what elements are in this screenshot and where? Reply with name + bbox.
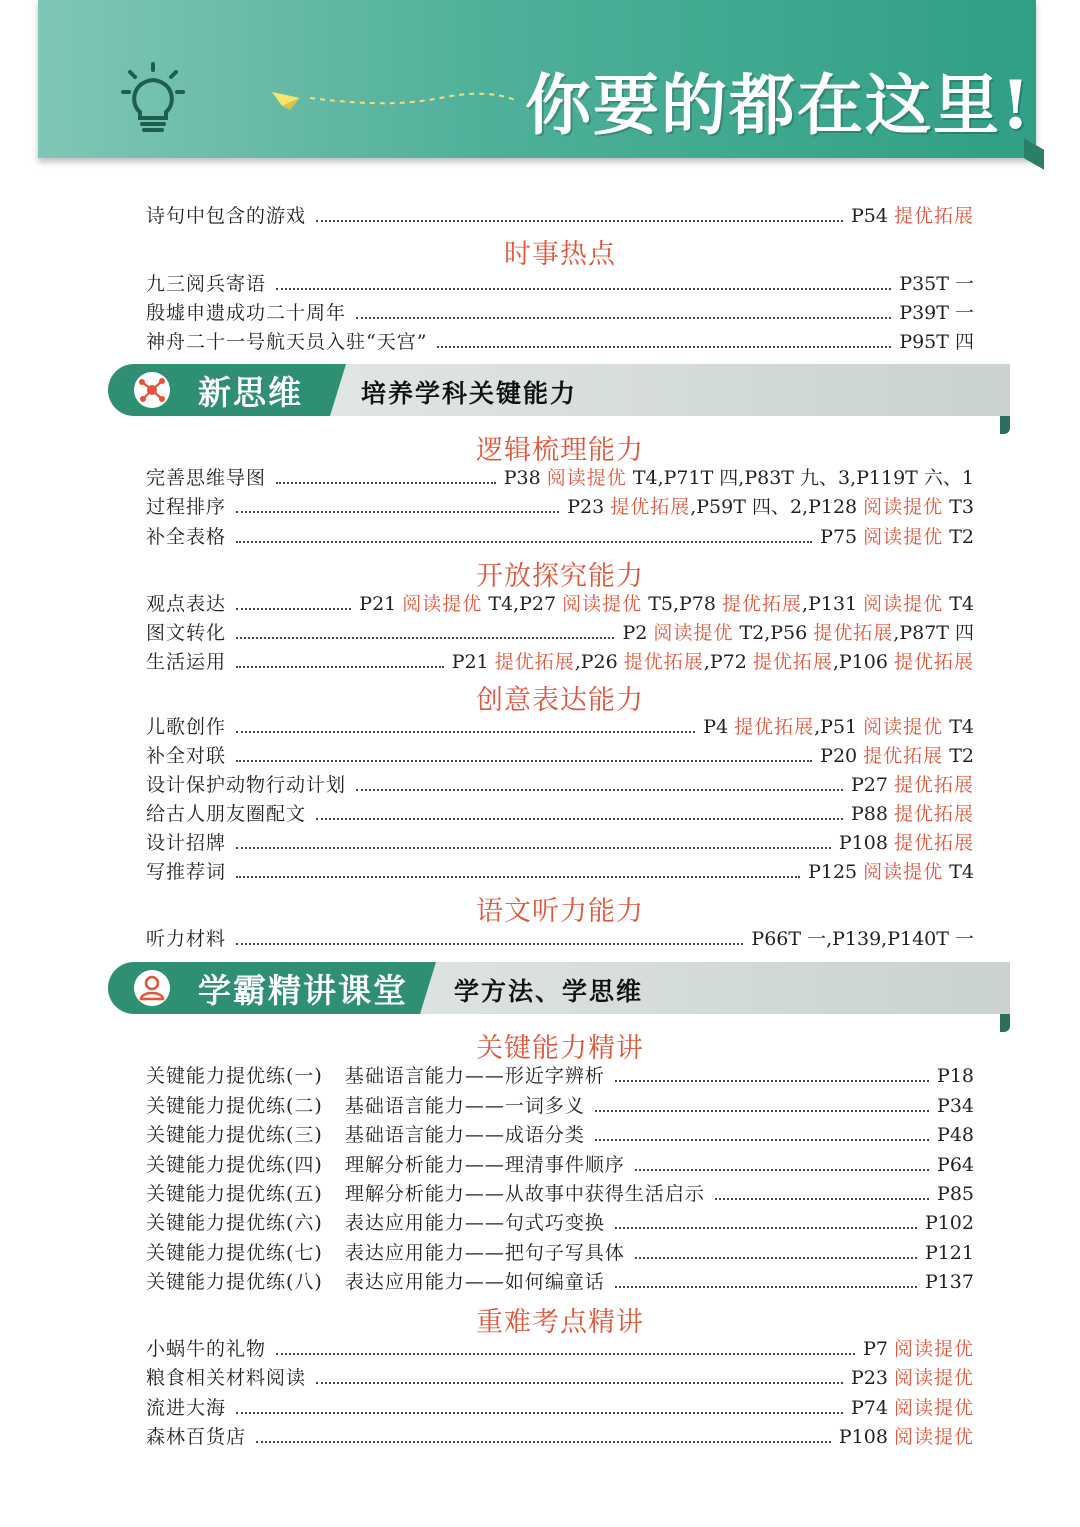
list-item [146,493,974,521]
item-ref: P121 [924,1242,974,1264]
item-ref: P66T 一,P139,P140T 一 [751,928,974,950]
list-item [146,590,974,618]
section-bar [108,364,1010,416]
section-heading: 创意表达能力 [476,685,644,716]
item-ref: P23 阅读提优 [850,1367,974,1389]
item-label: 关键能力提优练(四) [146,1154,323,1176]
leader-dots [276,481,496,484]
leader-dots [236,607,351,610]
item-ref: P125 阅读提优 T4 [808,861,974,883]
list-item [146,1423,974,1451]
list-item [146,771,974,799]
leader-dots [276,287,891,290]
list-item [146,648,974,676]
list-item [146,829,974,857]
list-item [146,858,974,886]
item-label: 听力材料 [146,928,227,950]
item-ref: P21 阅读提优 T4,P27 阅读提优 T5,P78 提优拓展,P131 阅读提优 T4 [359,593,974,615]
list-item [146,299,974,327]
item-label: 森林百货店 [146,1426,247,1448]
leader-dots [236,540,812,543]
page-title: 你要的都在这里! [525,66,1032,144]
item-label: 殷墟申遗成功二十周年 [146,302,347,324]
leader-dots [236,510,559,513]
section-heading: 逻辑梳理能力 [476,435,644,466]
list-item [146,925,974,953]
item-label: 设计保护动物行动计划 [146,774,347,796]
list-item [146,1062,974,1090]
item-label: 补全对联 [146,745,227,767]
list-item [146,1394,974,1422]
item-ref: P48 [937,1124,974,1146]
leader-dots [236,875,800,878]
leader-dots [236,636,614,639]
item-label: 诗句中包含的游戏 [146,205,307,227]
section-bar [108,962,1010,1014]
leader-dots [236,846,831,849]
item-ref: P75 阅读提优 T2 [820,526,974,548]
item-ref: P21 提优拓展,P26 提优拓展,P72 提优拓展,P106 提优拓展 [451,651,974,673]
list-item [146,523,974,551]
item-ref: P23 提优拓展,P59T 四、2,P128 阅读提优 T3 [567,496,974,518]
item-label: 关键能力提优练(八) [146,1271,323,1293]
item-ref: P54 提优拓展 [850,205,974,227]
item-ref: P85 [937,1183,974,1205]
item-label: 补全表格 [146,526,227,548]
item-label: 给古人朋友圈配文 [146,803,307,825]
leader-dots [356,316,891,319]
list-item [146,1092,974,1120]
item-topic: 表达应用能力——如何编童话 [344,1271,605,1293]
leader-dots [635,1256,917,1259]
list-item [146,464,974,492]
leader-dots [236,1411,843,1414]
leader-dots [715,1197,929,1200]
item-topic: 表达应用能力——句式巧变换 [344,1212,605,1234]
leader-dots [595,1138,929,1141]
item-label: 关键能力提优练(七) [146,1242,323,1264]
item-topic: 基础语言能力——形近字辨析 [344,1065,605,1087]
leader-dots [437,345,891,348]
item-label: 观点表达 [146,593,227,615]
item-topic: 理解分析能力——从故事中获得生活启示 [344,1183,705,1205]
item-label: 关键能力提优练(三) [146,1124,323,1146]
list-item [146,713,974,741]
leader-dots [236,665,444,668]
item-topic: 基础语言能力——成语分类 [344,1124,585,1146]
section-heading: 关键能力精讲 [476,1033,644,1064]
item-ref: P39T 一 [899,302,974,324]
item-label: 设计招牌 [146,832,227,854]
item-ref: P27 提优拓展 [850,774,974,796]
section-subtitle: 培养学科关键能力 [361,379,578,408]
list-item [146,1151,974,1179]
leader-dots [615,1285,917,1288]
item-label: 关键能力提优练(六) [146,1212,323,1234]
list-item [146,1335,974,1363]
item-ref: P95T 四 [899,331,974,353]
user-icon [134,970,170,1006]
list-item [146,1268,974,1296]
item-ref: P108 提优拓展 [838,832,974,854]
list-item [146,1364,974,1392]
item-label: 图文转化 [146,622,227,644]
leader-dots [316,817,843,820]
list-item [146,1121,974,1149]
section-heading: 重难考点精讲 [476,1307,644,1338]
item-ref: P20 提优拓展 T2 [820,745,974,767]
paper-plane-icon [270,84,520,114]
item-label: 关键能力提优练(五) [146,1183,323,1205]
leader-dots [635,1168,929,1171]
leader-dots [276,1352,855,1355]
item-topic: 表达应用能力——把句子写具体 [344,1242,625,1264]
item-ref: P108 阅读提优 [838,1426,974,1448]
list-item [146,328,974,356]
item-topic: 基础语言能力——一词多义 [344,1095,585,1117]
leader-dots [356,788,843,791]
item-ref: P38 阅读提优 T4,P71T 四,P83T 九、3,P119T 六、1 [503,467,974,489]
list-item [146,270,974,298]
list-item [146,1209,974,1237]
item-label: 完善思维导图 [146,467,267,489]
section-title: 新思维 [198,373,303,412]
list-item [146,1239,974,1267]
item-label: 儿歌创作 [146,716,227,738]
leader-dots [615,1079,929,1082]
list-item [146,800,974,828]
section-heading: 开放探究能力 [476,561,644,592]
item-label: 流进大海 [146,1397,227,1419]
item-ref: P4 提优拓展,P51 阅读提优 T4 [703,716,974,738]
item-ref: P34 [937,1095,974,1117]
lightbulb-icon [118,60,188,140]
section-heading: 时事热点 [504,239,616,270]
item-label: 写推荐词 [146,861,227,883]
leader-dots [595,1109,929,1112]
list-item [146,202,974,230]
leader-dots [236,759,812,762]
item-label: 关键能力提优练(二) [146,1095,323,1117]
item-ref: P88 提优拓展 [850,803,974,825]
list-item [146,742,974,770]
item-label: 粮食相关材料阅读 [146,1367,307,1389]
section-subtitle: 学方法、学思维 [454,977,644,1006]
list-item [146,1180,974,1208]
section-heading: 语文听力能力 [476,896,644,927]
item-ref: P35T 一 [899,273,974,295]
item-ref: P137 [924,1271,974,1293]
leader-dots [615,1226,917,1229]
leader-dots [316,1381,843,1384]
item-label: 小蜗牛的礼物 [146,1338,267,1360]
item-ref: P2 阅读提优 T2,P56 提优拓展,P87T 四 [622,622,974,644]
list-item [146,619,974,647]
leader-dots [316,219,843,222]
item-ref: P64 [937,1154,974,1176]
item-label: 关键能力提优练(一) [146,1065,323,1087]
item-topic: 理解分析能力——理清事件顺序 [344,1154,625,1176]
item-label: 神舟二十一号航天员入驻“天宫” [146,331,428,353]
section-title: 学霸精讲课堂 [198,971,408,1010]
leader-dots [236,942,743,945]
item-label: 九三阅兵寄语 [146,273,267,295]
item-label: 过程排序 [146,496,227,518]
network-icon [134,372,170,408]
item-ref: P7 阅读提优 [863,1338,974,1360]
item-label: 生活运用 [146,651,227,673]
leader-dots [236,730,695,733]
leader-dots [256,1440,831,1443]
item-ref: P74 阅读提优 [850,1397,974,1419]
item-ref: P18 [937,1065,974,1087]
item-ref: P102 [924,1212,974,1234]
